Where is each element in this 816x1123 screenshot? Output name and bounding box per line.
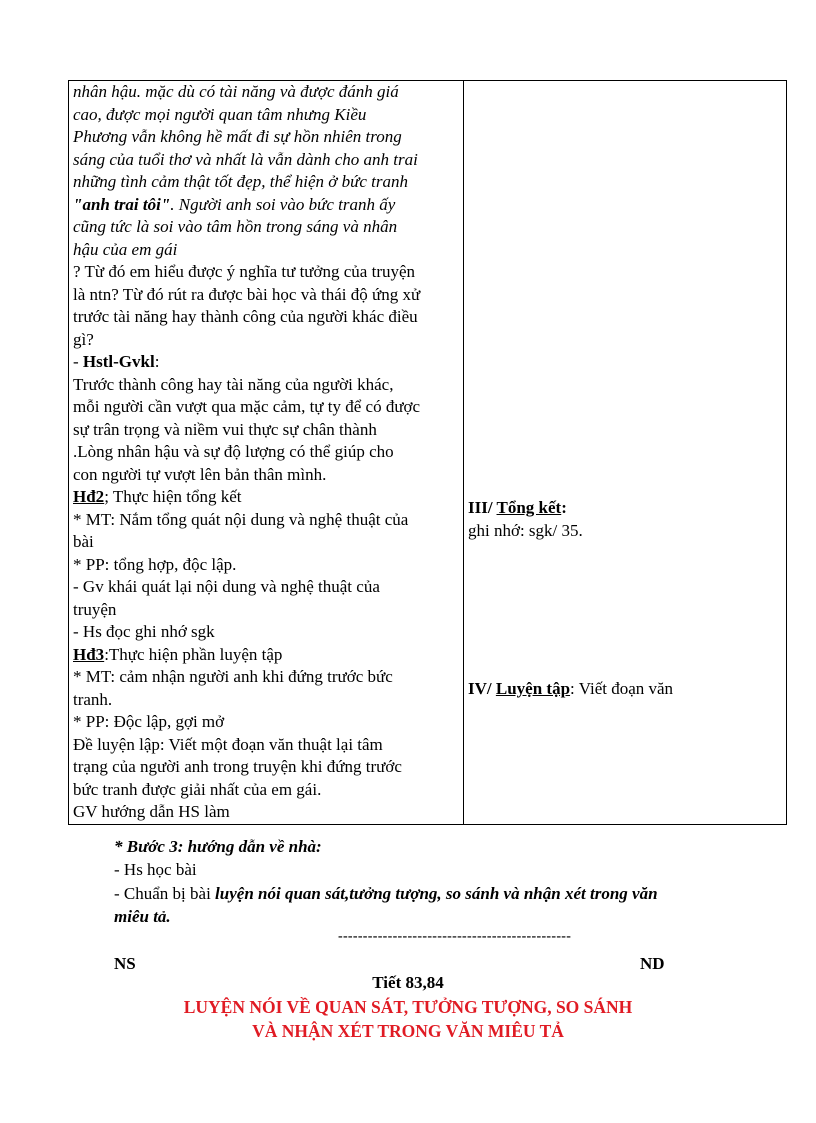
text-span: :	[154, 352, 160, 371]
next-lesson-name: luyện nói quan sát,tưởng tượng, so sánh và nhận xét trong văn	[215, 884, 658, 903]
divider: -----------------------------------------------	[338, 929, 572, 944]
answer-line: sự trân trọng và niềm vui thực sự chân thành	[73, 419, 377, 439]
hd2-line: * MT: Nắm tổng quát nội dung và nghệ thuật của	[73, 509, 409, 529]
hd3-line: trạng của người anh trong truyện khi đứng trước	[73, 757, 402, 776]
answer-line: mỗi người cần vượt qua mặc cảm, tự ty để có được	[73, 397, 421, 416]
hd3-line: tranh.	[73, 689, 113, 709]
text-line: cũng tức là soi vào tâm hồn trong sáng và nhân	[73, 217, 398, 236]
hd2-label: Hđ2	[73, 487, 105, 506]
lesson-table	[68, 80, 787, 825]
question-line: gì?	[73, 329, 94, 349]
text-span: :	[561, 498, 567, 517]
answer-line: con người tự vượt lên bản thân mình.	[73, 464, 327, 484]
text-span: :Thực hiện phần luyện tập	[104, 644, 283, 664]
tongket-label: Tổng kết	[496, 498, 562, 517]
question-line: ? Từ đó em hiểu được ý nghĩa tư tưởng của truyện	[73, 262, 416, 281]
section-number: III/	[468, 498, 497, 517]
question-line: là ntn? Từ đó rút ra được bài học và thái độ ứng xử	[73, 284, 421, 304]
lesson-number: Tiết 83,84	[372, 973, 444, 992]
lesson-title-line1: LUYỆN NÓI VỀ QUAN SÁT, TƯỞNG TƯỢNG, SO SÁNH	[183, 997, 633, 1017]
text-line: Phương vẫn không hề mất đi sự hồn nhiên trong	[73, 127, 402, 146]
answer-line: .Lòng nhân hậu và sự độ lượng có thể giúp cho	[73, 442, 394, 461]
text-span: - Chuẩn bị bài	[114, 884, 216, 903]
hd2-line: truyện	[73, 599, 117, 619]
content-column	[464, 81, 787, 825]
lesson-title-line2: VÀ NHẬN XÉT TRONG VĂN MIÊU TẢ	[252, 1021, 564, 1041]
hd2-line: - Hs đọc ghi nhớ sgk	[73, 622, 215, 641]
text-span: ; Thực hiện tổng kết	[104, 487, 242, 506]
text-span: : Viết đoạn văn	[570, 679, 674, 698]
hd3-line: GV hướng dẫn HS làm	[73, 802, 230, 821]
hd2-heading	[73, 486, 459, 509]
activity-column	[69, 81, 464, 825]
homework-item	[114, 884, 658, 904]
text-span: -	[73, 352, 83, 371]
spacer	[468, 81, 782, 497]
text-span: . Người anh soi vào bức tranh ấy	[170, 194, 396, 214]
hd2-line: - Gv khái quát lại nội dung và nghệ thuật của	[73, 577, 380, 596]
hd2-line: * PP: tổng hợp, độc lập.	[73, 554, 237, 574]
answer-line: Trước thành công hay tài năng của người khác,	[73, 374, 394, 394]
ns-label: NS	[114, 954, 136, 973]
text-line: hậu của em gái	[73, 239, 178, 259]
text-line	[73, 194, 459, 217]
text-line: cao, được mọi người quan tâm nhưng Kiều	[73, 104, 367, 124]
hd2-line: bài	[73, 532, 94, 551]
hstl-label: Hstl-Gvkl	[82, 352, 155, 371]
hd3-line: Đề luyện lập: Viết một đoạn văn thuật lại tâm	[73, 734, 383, 754]
homework-item-cont: miêu tả.	[114, 907, 171, 926]
step3-heading: * Bước 3: hướng dẫn về nhà:	[114, 837, 322, 856]
question-line: trước tài năng hay thành công của người khác điều	[73, 307, 418, 326]
hd3-heading	[73, 644, 459, 667]
text-line: những tình cảm thật tốt đẹp, thể hiện ở bức tranh	[73, 172, 408, 191]
spacer	[468, 542, 782, 678]
luyentap-heading	[468, 678, 782, 701]
luyentap-label: Luyện tập	[495, 679, 571, 698]
hd3-label: Hđ3	[73, 644, 105, 664]
hd3-line: * PP: Độc lập, gợi mở	[73, 712, 225, 731]
text-line: sáng của tuổi thơ và nhất là vẫn dành cho anh trai	[73, 149, 418, 169]
hd3-line: bức tranh được giải nhất của em gái.	[73, 779, 322, 799]
ghinho-line: ghi nhớ: sgk/ 35.	[468, 520, 583, 540]
text-line: nhân hậu. mặc dù có tài năng và được đánh giá	[73, 82, 399, 101]
hd3-line: * MT: cảm nhận người anh khi đứng trước bức	[73, 667, 393, 686]
hstl-heading	[73, 351, 459, 374]
homework-item: - Hs học bài	[114, 860, 197, 879]
nd-label: ND	[640, 954, 665, 973]
section-number: IV/	[468, 679, 496, 698]
painting-title: "anh trai tôi"	[73, 194, 171, 214]
tongket-heading	[468, 497, 782, 520]
